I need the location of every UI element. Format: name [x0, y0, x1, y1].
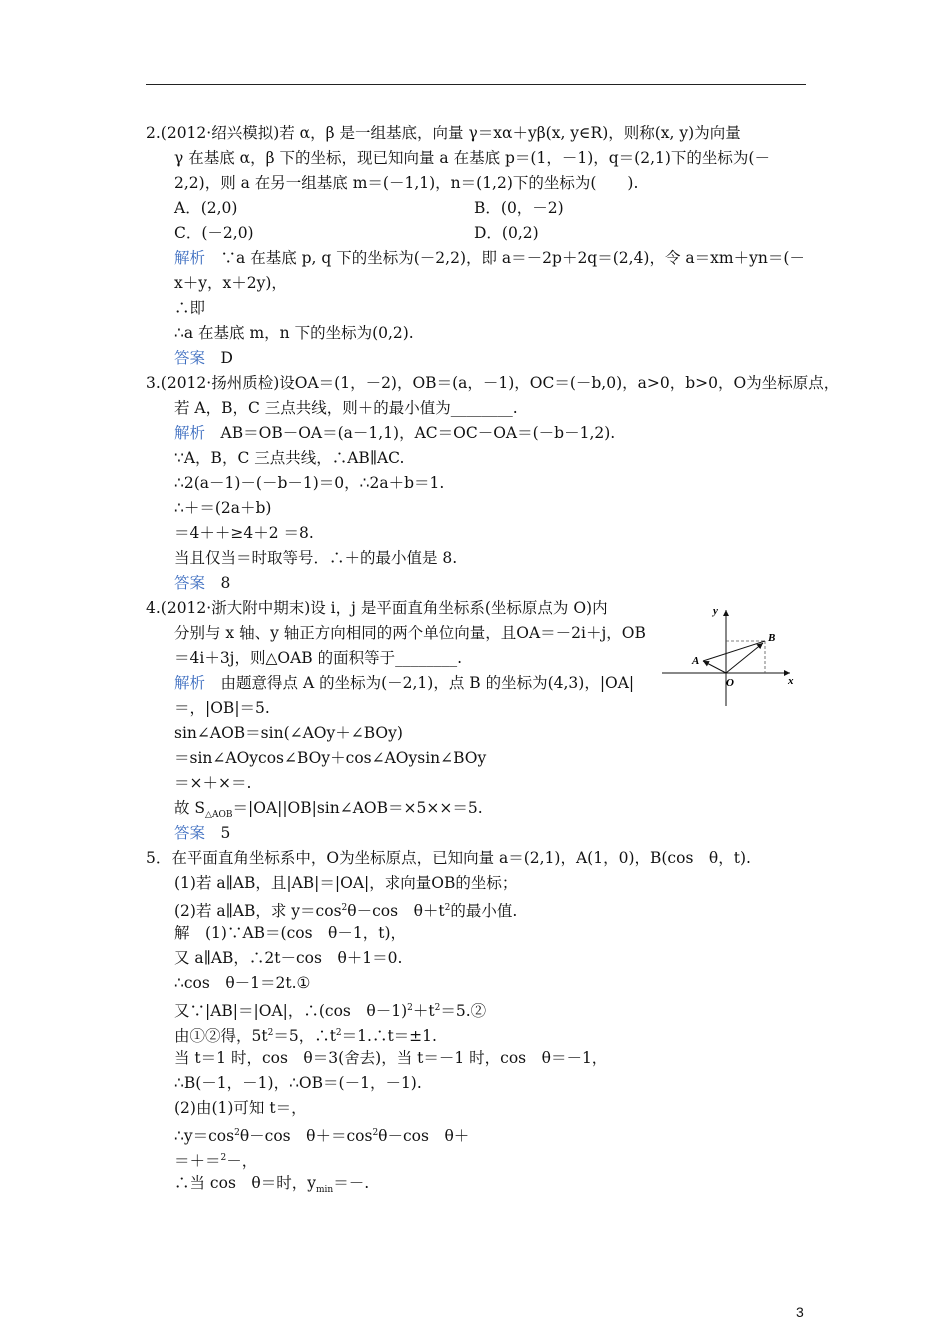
- q5-solution-line11: ∴当 cos θ＝时，$y_{min}=-$.: [174, 1174, 370, 1196]
- segment-ab: [703, 641, 765, 661]
- q4-solution-line1: 解析 由题意得点 A 的坐标为(－2,1)，点 B 的坐标为(4,3)，|OA|: [174, 674, 635, 692]
- q5-line1: 5．在平面直角坐标系中，O为坐标原点，已知向量 a＝(2,1)，A(1，0)，B(cos θ，t).: [146, 849, 751, 867]
- q3-answer: 答案 8: [174, 574, 231, 592]
- q4-solution-line5: ＝×＋×＝.: [174, 774, 252, 792]
- q2-answer: 答案 D: [174, 349, 233, 367]
- q3-solution-line5: ＝4＋＋≥4＋2 ＝8.: [174, 524, 314, 542]
- q5-solution-line1: 解 (1)∵AB＝(cos θ－1，t)，: [174, 924, 407, 942]
- q3-line1: 3.(2012·扬州质检)设OA＝(1，－2)，OB＝(a，－1)，OC＝(－b,0)，a>0，b>0，O为坐标原点，: [146, 374, 840, 392]
- q4-solution-line2: ＝，|OB|＝5.: [174, 699, 270, 717]
- q2-line2: γ 在基底 α，β 下的坐标，现已知向量 a 在基底 p＝(1，－1)，q＝(2,1)下的坐标为(－: [174, 149, 770, 167]
- q3-solution-line2: ∵A，B，C 三点共线，∴AB∥AC.: [174, 449, 405, 467]
- q5-solution-line9: $\therefore y=\cos^2\theta-\cos$ $\theta+=\cos^2\theta-\cos$ θ＋: [174, 1127, 470, 1146]
- q4-solution-line4: ＝sin∠AOycos∠BOy＋cos∠AOysin∠BOy: [174, 749, 487, 767]
- q3-solution-line1: 解析 AB＝OB－OA＝(a－1,1)，AC＝OC－OA＝(－b－1,2).: [174, 424, 616, 442]
- vector-oa: [703, 661, 726, 673]
- q2-jiexi-label: 解析: [174, 249, 206, 267]
- q5-solution-line7: ∴B(－1，－1)，∴OB＝(－1，－1).: [174, 1074, 422, 1092]
- q3-solution-line4: ∴＋＝(2a＋b): [174, 499, 272, 517]
- fig-x-label: x: [788, 675, 794, 687]
- q4-solution-line3: sin∠AOB＝sin(∠AOy＋∠BOy): [174, 724, 403, 742]
- fig-origin-o: O: [726, 677, 734, 689]
- q2-line1: 2.(2012·绍兴模拟)若 α，β 是一组基底，向量 γ＝xα＋yβ(x, y∈R)，则称(x, y)为向量: [146, 124, 741, 142]
- q5-line2: (1)若 a∥AB，且|AB|＝|OA|，求向量OB的坐标；: [174, 874, 518, 892]
- q3-line2: 若 A，B，C 三点共线，则＋的最小值为________.: [174, 399, 518, 417]
- q5-solution-line6: 当 t＝1 时，cos θ＝3(舍去)，当 t＝－1 时，cos θ＝－1，: [174, 1049, 608, 1067]
- q3-answer-label: 答案: [174, 574, 206, 592]
- q3-jiexi-label: 解析: [174, 424, 206, 442]
- q2-option-c: C．(－2,0): [174, 224, 254, 242]
- fig-point-a: A: [692, 655, 700, 667]
- q3-solution-line3: ∴2(a－1)－(－b－1)＝0，∴2a＋b＝1.: [174, 474, 445, 492]
- q2-line3: 2,2)，则 a 在另一组基底 m＝(－1,1)，n＝(1,2)下的坐标为( ).: [174, 174, 639, 192]
- q2-option-d: D．(0,2): [474, 224, 539, 242]
- q4-line3: ＝4i＋3j，则△OAB 的面积等于________.: [174, 649, 463, 667]
- q2-answer-label: 答案: [174, 349, 206, 367]
- fig-y-label: y: [713, 605, 718, 617]
- q4-line1: 4.(2012·浙大附中期末)设 i，j 是平面直角坐标系(坐标原点为 O)内: [146, 599, 608, 617]
- q5-line3: (2)若 a∥AB，求 $y=\cos^2\theta-\cos$ $\theta+t^2$的最小值.: [174, 902, 518, 921]
- q5-solution-line8: (2)由(1)可知 t＝，: [174, 1099, 307, 1117]
- q5-solution-line4: 又∵|AB|＝|OA|，∴(cos $\theta-1)^2+t^2=5.②$: [174, 1002, 487, 1021]
- header-rule: [146, 84, 806, 85]
- q5-solution-line10: ＝＋＝$^2$－，: [174, 1152, 258, 1171]
- q3-solution-line6: 当且仅当＝时取等号．∴＋的最小值是 8.: [174, 549, 458, 567]
- q2-solution-line2: x＋y，x＋2y)，: [174, 274, 287, 292]
- q4-answer-label: 答案: [174, 824, 206, 842]
- q2-option-b: B．(0，－2): [474, 199, 564, 217]
- q4-solution-line6: 故 $S_{\triangle AOB}=|OA||OB|\sin\angle AOB=\times 5\times\times=5$.: [174, 799, 483, 821]
- q2-solution-line1: 解析 ∵a 在基底 p, q 下的坐标为(－2,2)，即 a＝－2p＋2q＝(2,4)，令 a＝xm＋yn＝(－: [174, 249, 805, 267]
- q2-solution-line4: ∴a 在基底 m，n 下的坐标为(0,2).: [174, 324, 414, 342]
- q4-line2: 分别与 x 轴、y 轴正方向相同的两个单位向量，且OA＝－2i＋j，OB: [174, 624, 646, 642]
- page-number: 3: [796, 1304, 804, 1320]
- fig-point-b: B: [768, 632, 776, 644]
- q2-option-a: A．(2,0): [174, 199, 238, 217]
- q4-coordinate-figure: [660, 600, 810, 710]
- q4-jiexi-label: 解析: [174, 674, 206, 692]
- q5-solution-line3: ∴cos θ－1＝2t.①: [174, 974, 311, 992]
- q2-solution-line3: ∴即: [174, 299, 206, 317]
- q5-solution-line5: 由①②得，$5t^2=5$，$\therefore t^2=1.\therefore t=\pm 1$.: [174, 1027, 437, 1046]
- q5-solution-line2: 又 a∥AB，∴2t－cos θ＋1＝0.: [174, 949, 403, 967]
- q4-answer: 答案 5: [174, 824, 231, 842]
